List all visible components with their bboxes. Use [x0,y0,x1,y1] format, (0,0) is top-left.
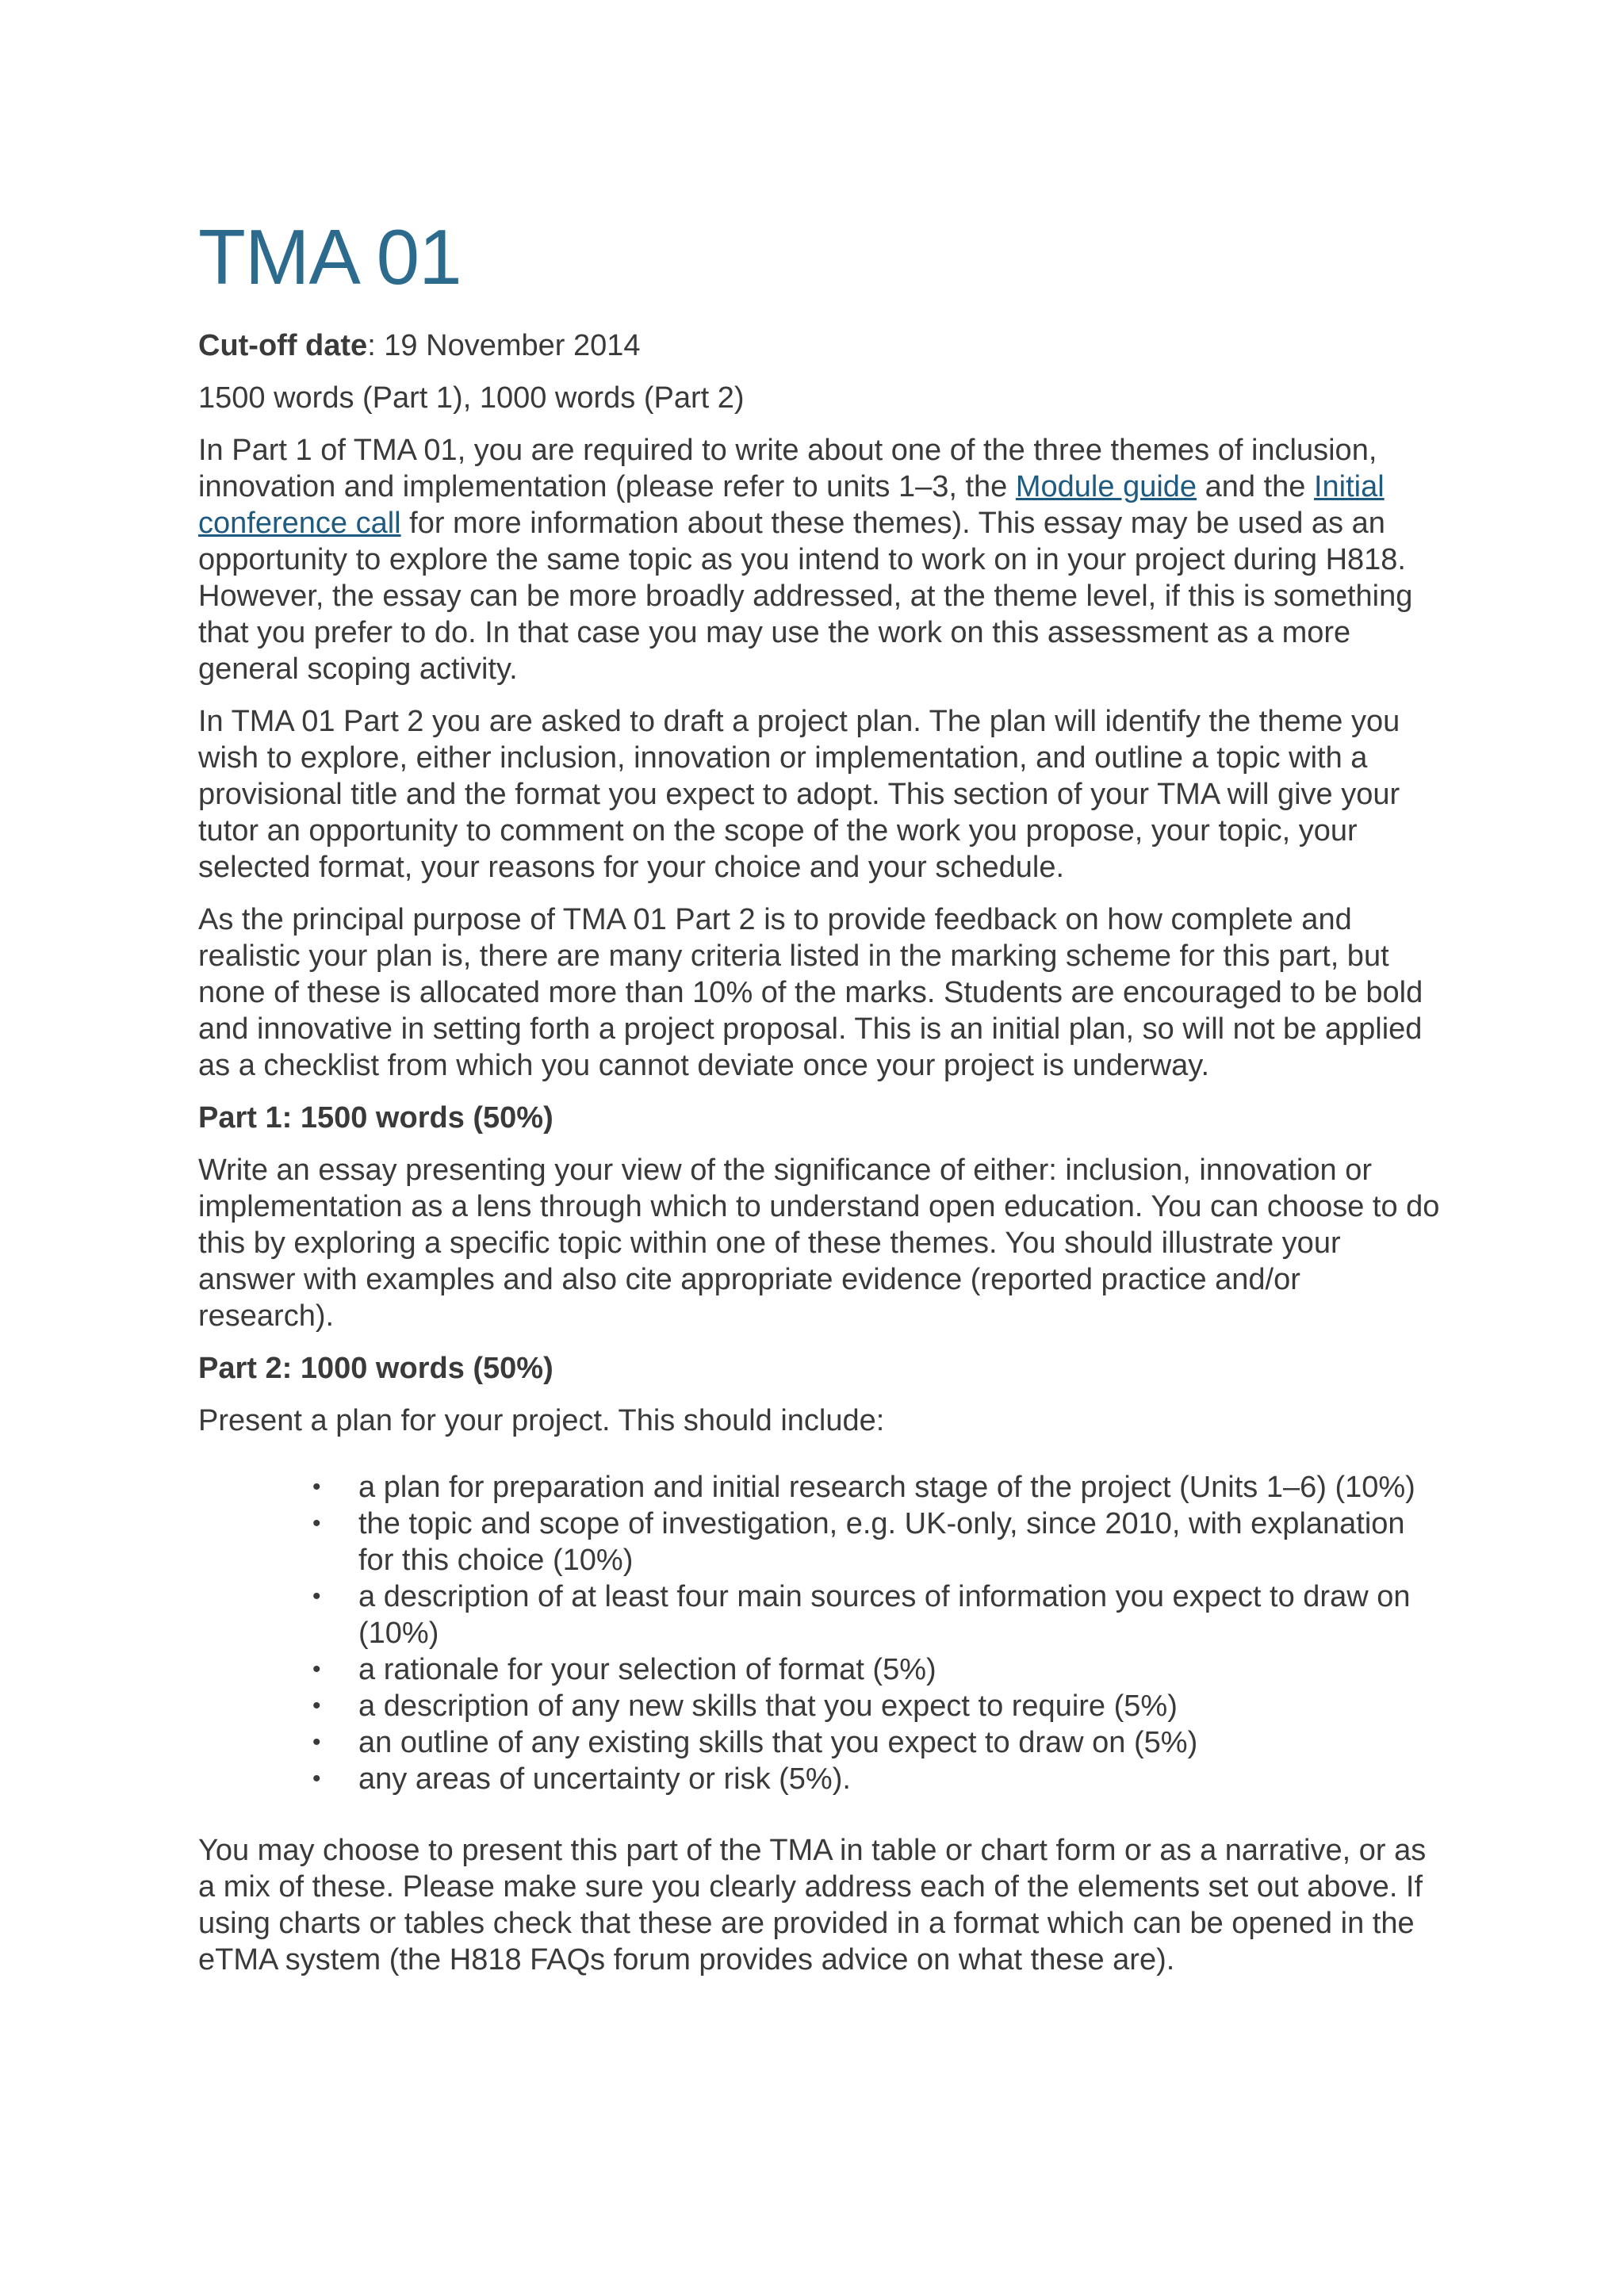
list-item-text: a description of any new skills that you expect to require (5%) [358,1689,1178,1723]
bullet-icon: • [312,1510,321,1536]
list-item [312,1506,1443,1578]
bullet-icon: • [312,1474,321,1500]
bullet-icon: • [312,1729,321,1755]
part1-heading: Part 1: 1500 words (50%) [198,1101,553,1135]
list-item-text: a rationale for your selection of format (5%) [358,1653,936,1686]
list-item [312,1688,1443,1724]
list-item [312,1578,1443,1651]
intro-paragraph [198,432,1443,687]
part2-closing: You may choose to present this part of the TMA in table or chart form or as a narrative, or as a mix of these. Please make sure you clearly address each of the elements set out above. If using charts or tables check that these are provided in a format which can be opened in the eTMA system (the H818 FAQs forum provides advice on what these are). [198,1834,1427,1976]
page-title: TMA 01 [198,213,462,300]
list-item-text: any areas of uncertainty or risk (5%). [358,1762,851,1796]
part2-lead: Present a plan for your project. This should include: [198,1404,885,1437]
list-item-text: an outline of any existing skills that you expect to draw on (5%) [358,1726,1198,1759]
list-item [312,1761,1443,1797]
cutoff-value: : 19 November 2014 [367,329,641,362]
intro-text-c: for more information about these themes). This essay may be used as an opportunity to explore the same topic as you intend to work on in your project during H818. However, the essay can be more broadly addressed, at the theme level, if this is something that you prefer to do. In that case you may use the work on this assessment as a more general scoping activity. [198,507,1413,686]
word-counts: 1500 words (Part 1), 1000 words (Part 2) [198,381,745,415]
bullet-icon: • [312,1583,321,1609]
initial-conference-call-link[interactable]: Initial conference call [198,470,1385,540]
module-guide-link[interactable]: Module guide [1015,470,1197,503]
list-item-text: a description of at least four main sources of information you expect to draw on (10%) [358,1580,1411,1650]
plan-requirements-list [198,1469,1443,1797]
bullet-icon: • [312,1766,321,1792]
part1-body: Write an essay presenting your view of the significance of either: inclusion, innovation or implementation as a lens through which to understand open education. You can choose to do this by exploring a specific topic within one of these themes. You should illustrate your answer with examples and also cite appropriate evidence (reported practice and/or research). [198,1154,1440,1333]
part2-heading: Part 2: 1000 words (50%) [198,1352,553,1385]
document-page [198,213,1443,1994]
list-item [312,1651,1443,1688]
list-item-text: a plan for preparation and initial research stage of the project (Units 1–6) (10%) [358,1471,1415,1504]
cutoff-date [198,327,1443,364]
purpose-paragraph: As the principal purpose of TMA 01 Part 2 is to provide feedback on how complete and realistic your plan is, there are many criteria listed in the marking scheme for this part, but none of these is allocated more than 10% of the marks. Students are encouraged to be bold and innovative in setting forth a project proposal. This is an initial plan, so will not be applied as a checklist from which you cannot deviate once your project is underway. [198,903,1423,1082]
list-item [312,1469,1443,1506]
list-item [312,1724,1443,1761]
part2-intro-paragraph: In TMA 01 Part 2 you are asked to draft a project plan. The plan will identify the theme you wish to explore, either inclusion, innovation or implementation, and outline a topic with a provisional title and the format you expect to adopt. This section of your TMA will give your tutor an opportunity to comment on the scope of the work you propose, your topic, your selected format, your reasons for your choice and your schedule. [198,705,1400,884]
intro-text-b: and the [1197,470,1314,503]
cutoff-label: Cut-off date [198,329,368,362]
intro-text-a: In Part 1 of TMA 01, you are required to write about one of the three themes of inclusion, innovation and implementation (please refer to units 1–3, the [198,434,1377,503]
list-item-text: the topic and scope of investigation, e.g. UK-only, since 2010, with explanation for this choice (10%) [358,1507,1405,1577]
bullet-icon: • [312,1693,321,1719]
bullet-icon: • [312,1656,321,1682]
